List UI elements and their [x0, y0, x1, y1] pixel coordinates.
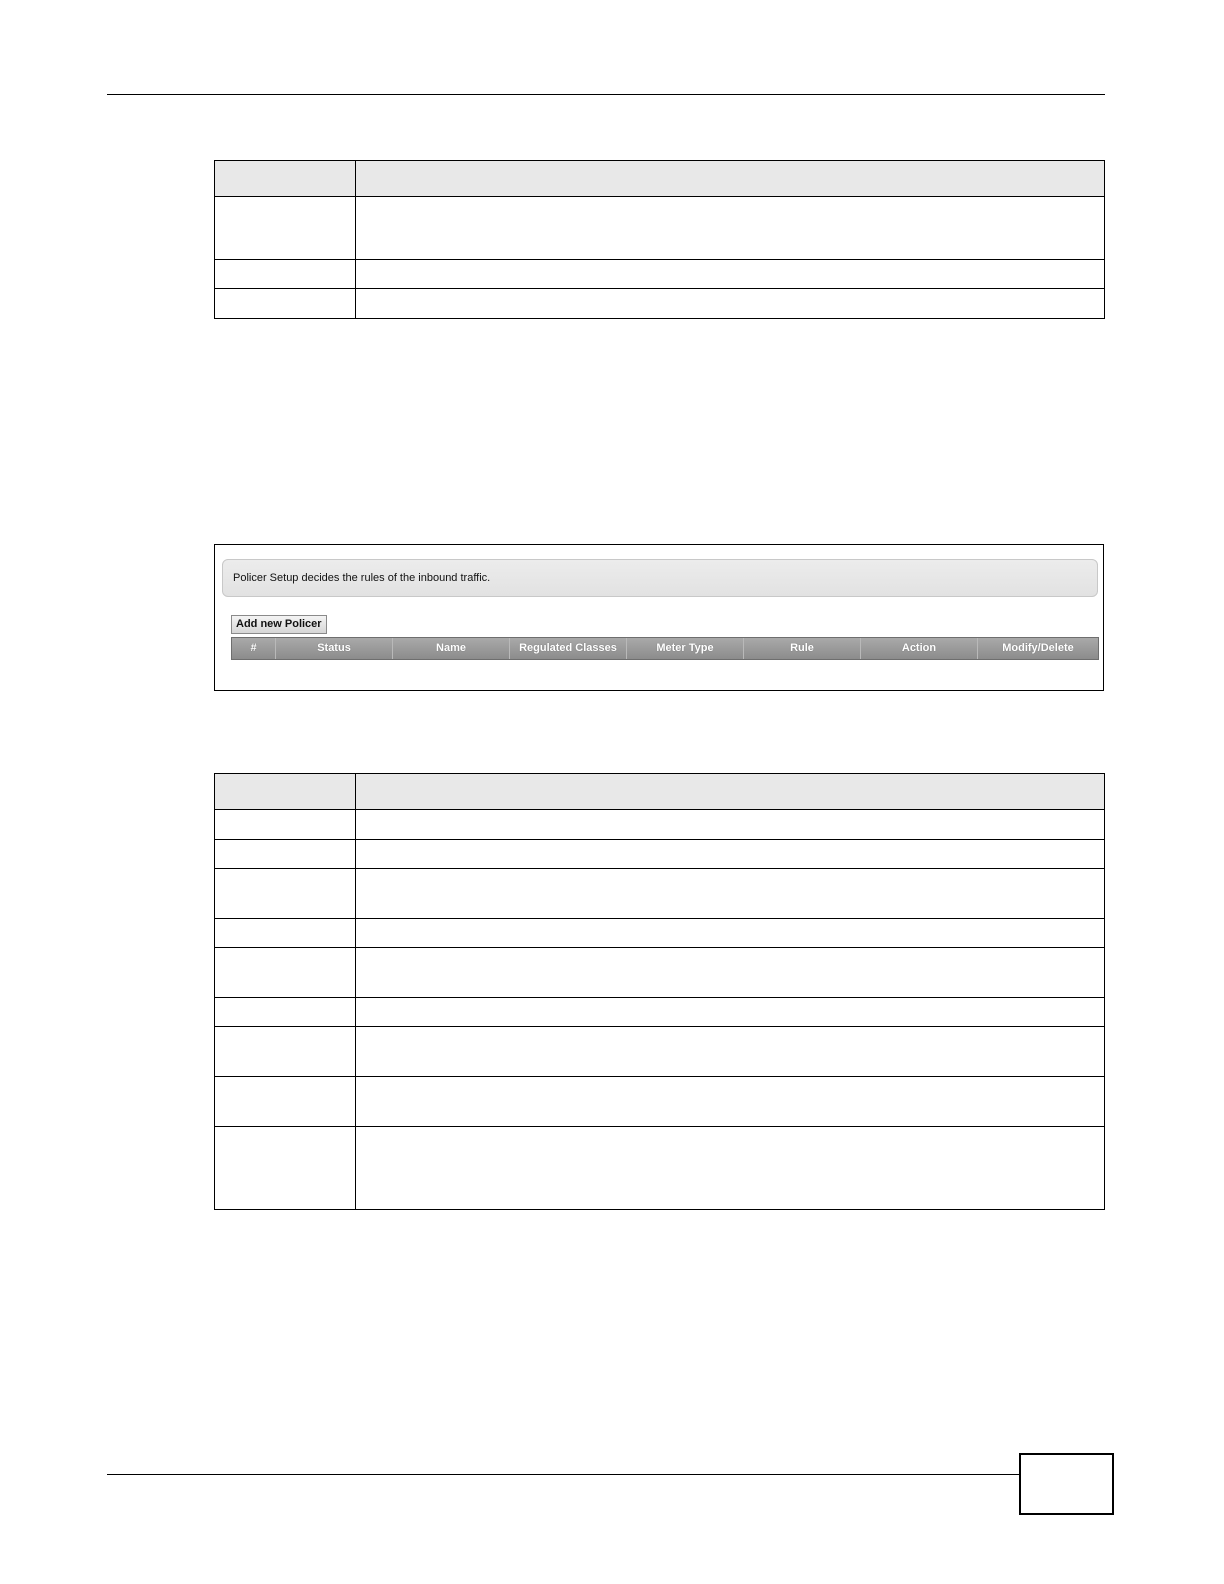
- table-cell: [215, 1077, 356, 1127]
- table-header-description: [356, 161, 1105, 197]
- add-new-policer-button[interactable]: Add new Policer: [231, 615, 327, 634]
- column-header-regulated-classes: Regulated Classes: [510, 638, 627, 659]
- table-cell: [215, 919, 356, 948]
- column-header-number: #: [232, 638, 276, 659]
- table-cell: [356, 1027, 1105, 1077]
- header-rule: [107, 94, 1105, 95]
- table-header-label: [215, 161, 356, 197]
- table-cell: [356, 869, 1105, 919]
- column-header-rule: Rule: [744, 638, 861, 659]
- table-cell: [215, 840, 356, 869]
- table-cell: [215, 869, 356, 919]
- footer-rule: [107, 1474, 1019, 1475]
- field-description-table-top: [214, 160, 1105, 319]
- column-header-modify-delete: Modify/Delete: [1002, 642, 1074, 654]
- table-cell: [356, 289, 1105, 319]
- table-header-description: [356, 774, 1105, 810]
- column-header-meter-type: Meter Type: [627, 638, 744, 659]
- table-cell: [215, 810, 356, 840]
- field-description-table-bottom: [214, 773, 1105, 1210]
- table-cell: [356, 197, 1105, 260]
- table-header-label: [215, 774, 356, 810]
- table-cell: [356, 948, 1105, 998]
- table-cell: [215, 998, 356, 1027]
- table-cell: [356, 260, 1105, 289]
- policer-setup-screenshot: [214, 544, 1104, 691]
- table-cell: [356, 1127, 1105, 1210]
- table-cell: [356, 1077, 1105, 1127]
- table-cell: [356, 810, 1105, 840]
- column-header-name: Name: [393, 638, 510, 659]
- table-cell: [215, 948, 356, 998]
- table-cell: [215, 260, 356, 289]
- table-cell: [356, 840, 1105, 869]
- page-number-box: [1019, 1453, 1114, 1515]
- info-banner: Policer Setup decides the rules of the inbound traffic.: [222, 559, 1098, 597]
- table-cell: [215, 289, 356, 319]
- column-header-action: Action: [861, 638, 978, 659]
- table-cell: [215, 1127, 356, 1210]
- column-header-status: Status: [276, 638, 393, 659]
- table-cell: [356, 998, 1105, 1027]
- table-cell: [356, 919, 1105, 948]
- table-cell: [215, 197, 356, 260]
- policer-table-header: [231, 637, 1099, 660]
- table-cell: [215, 1027, 356, 1077]
